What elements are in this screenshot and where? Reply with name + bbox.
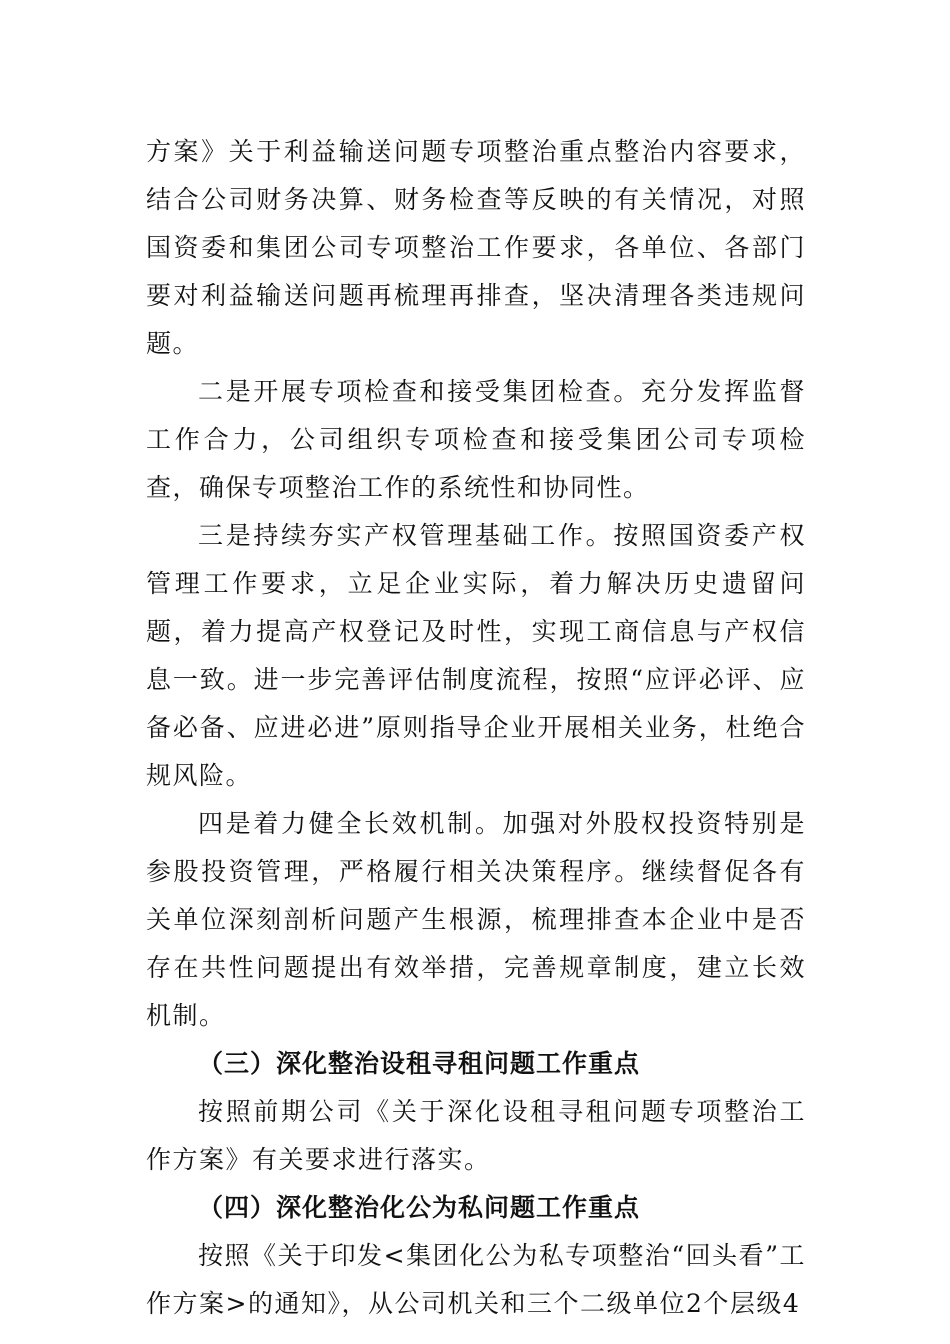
paragraph-4: 四是着力健全长效机制。加强对外股权投资特别是参股投资管理，严格履行相关决策程序。继续督促各有关单位深刻剖析问题产生根源，梳理排查本企业中是否存在共性问题提出有效举措，完善规章制度，建立长效机制。 [146, 809, 806, 1030]
paragraph-6: 按照《关于印发<集团化公为私专项整治“回头看”工作方案>的通知》，从公司机关和三个二级单位2个层级4 [146, 1241, 806, 1318]
paragraph-5: 按照前期公司《关于深化设租寻租问题专项整治工作方案》有关要求进行落实。 [146, 1097, 806, 1174]
section-heading-3: （三）深化整治设租寻租问题工作重点 [198, 1049, 641, 1078]
section-heading-4: （四）深化整治化公为私问题工作重点 [198, 1193, 641, 1222]
document-body [146, 128, 806, 1328]
paragraph-3: 三是持续夯实产权管理基础工作。按照国资委产权管理工作要求，立足企业实际，着力解决历史遗留问题，着力提高产权登记及时性，实现工商信息与产权信息一致。进一步完善评估制度流程，按照“应评必评、应备必备、应进必进”原则指导企业开展相关业务，杜绝合规风险。 [146, 521, 806, 790]
paragraph-1: 方案》关于利益输送问题专项整治重点整治内容要求，结合公司财务决算、财务检查等反映的有关情况，对照国资委和集团公司专项整治工作要求，各单位、各部门要对利益输送问题再梳理再排查，坚决清理各类违规问题。 [146, 137, 806, 358]
paragraph-2: 二是开展专项检查和接受集团检查。充分发挥监督工作合力，公司组织专项检查和接受集团公司专项检查，确保专项整治工作的系统性和协同性。 [146, 377, 806, 502]
